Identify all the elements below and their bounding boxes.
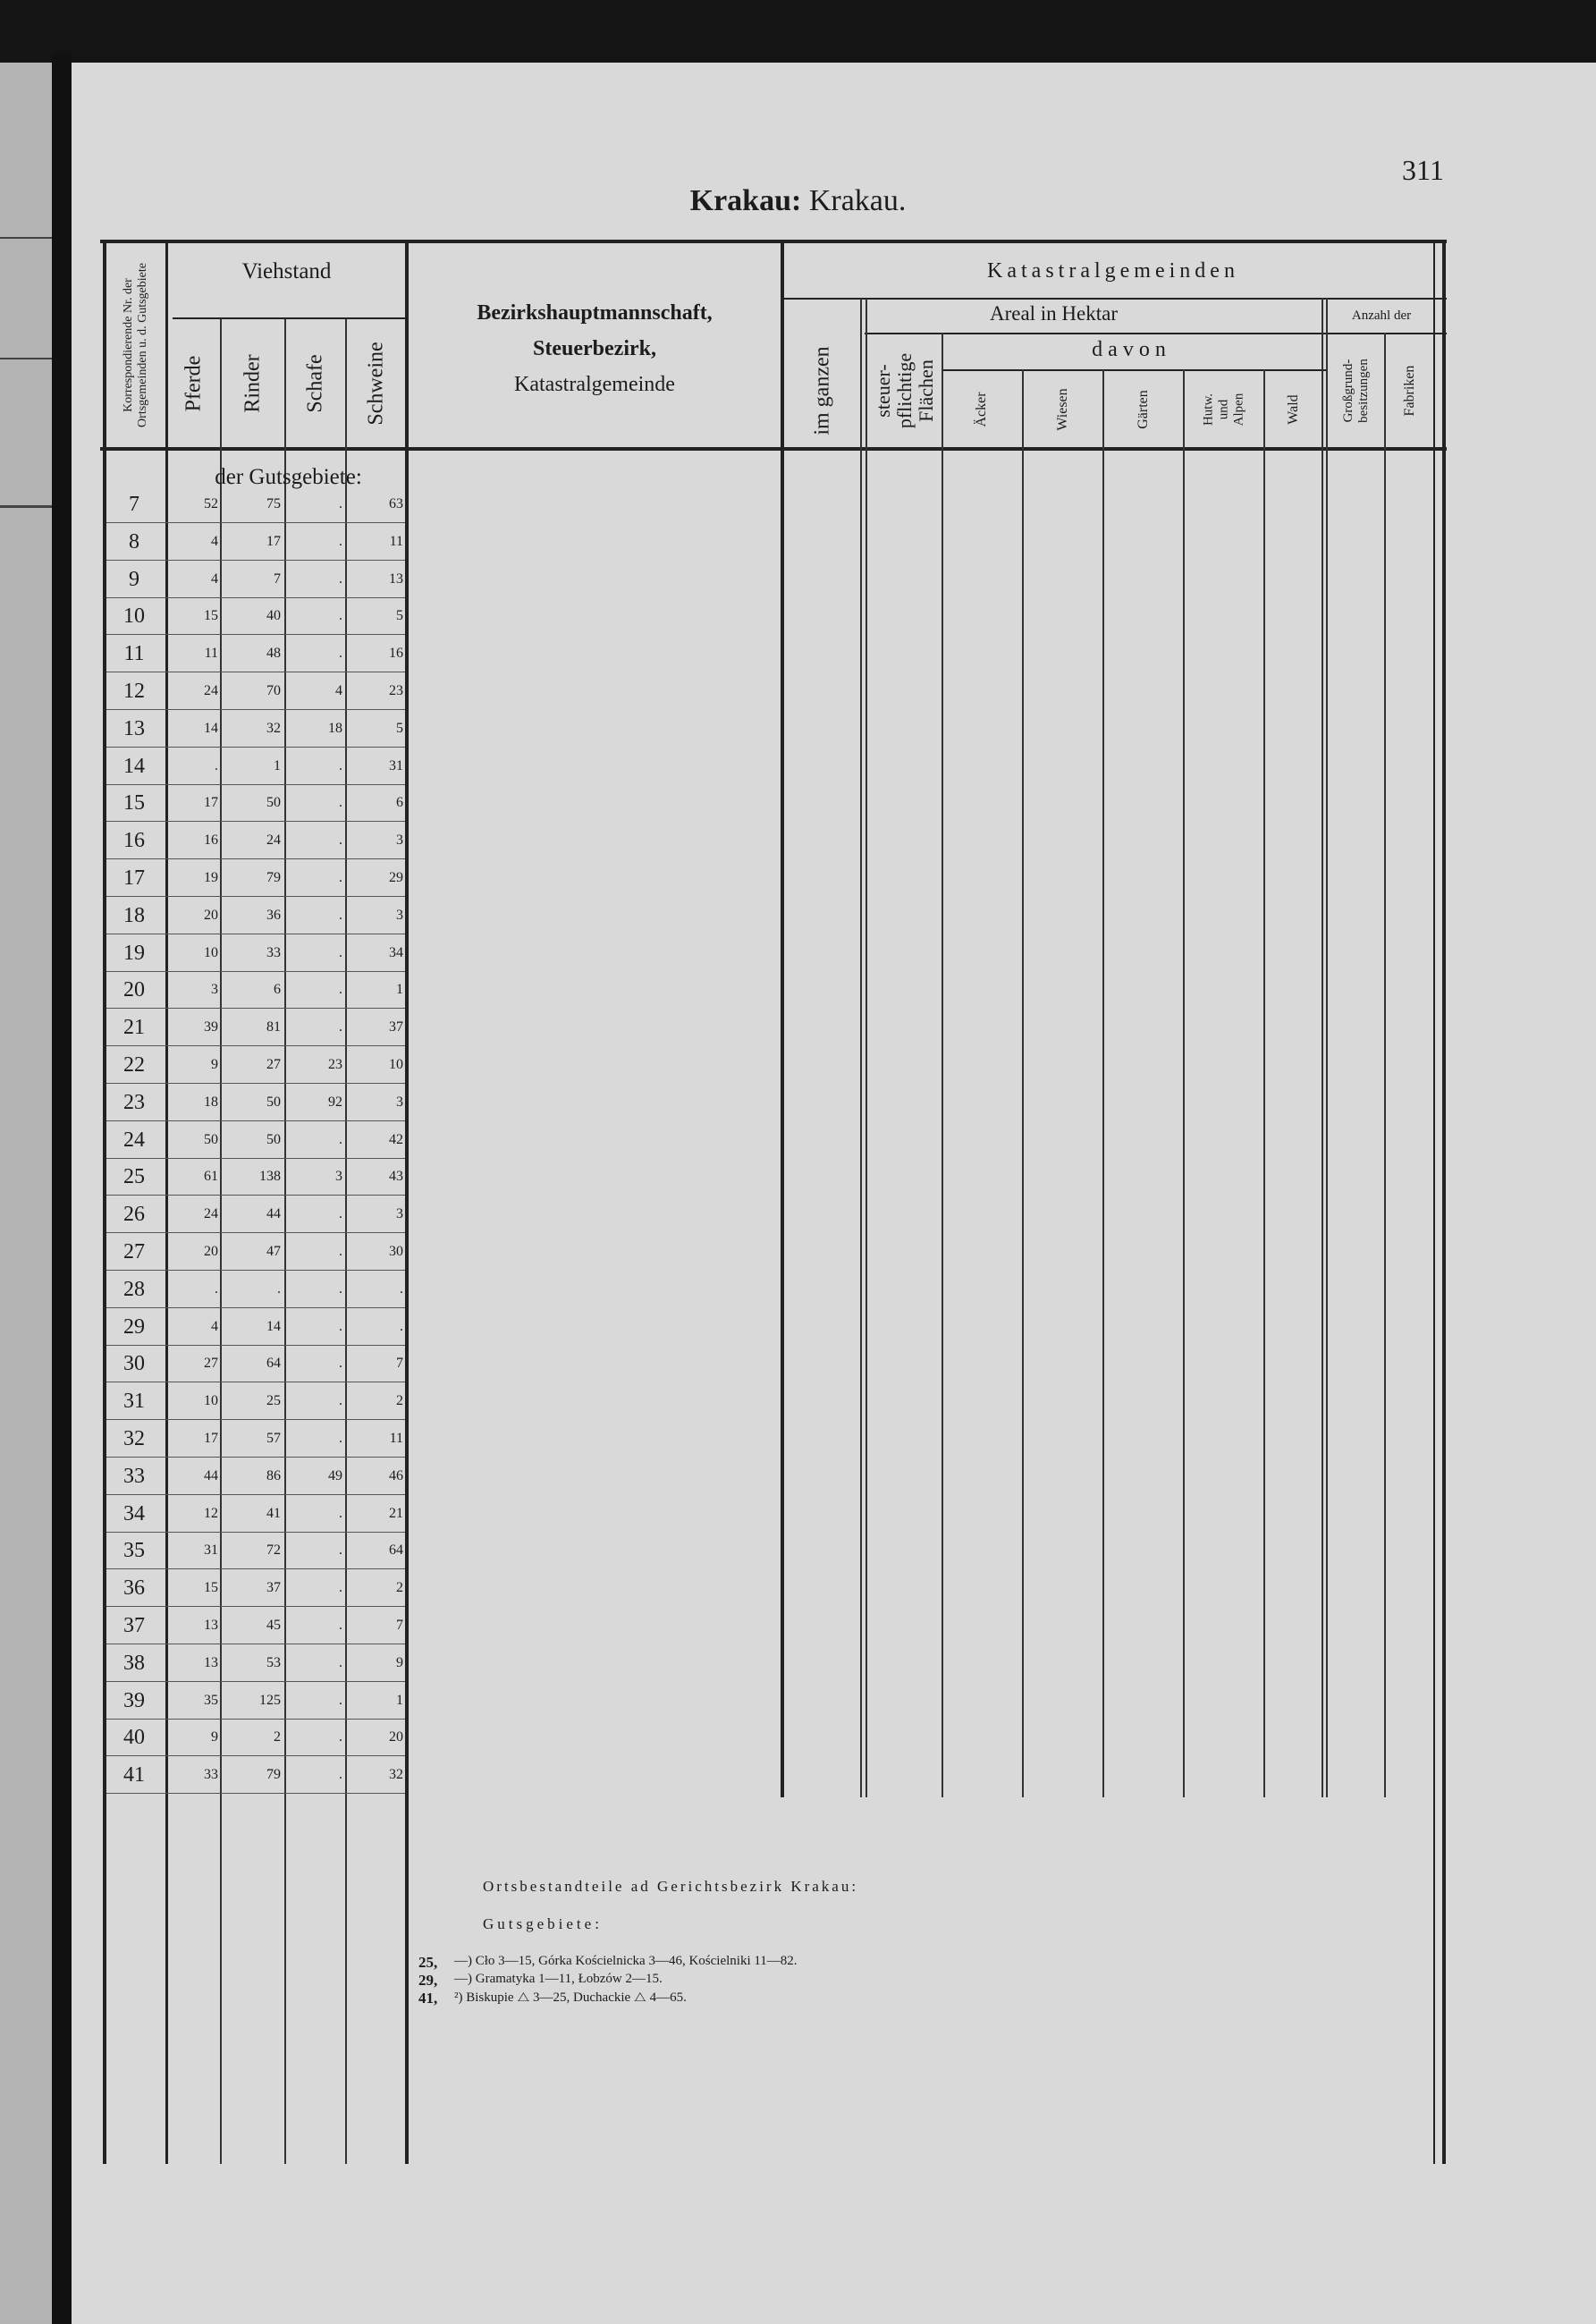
facing-page-edge	[0, 63, 52, 2324]
cell-schafe: .	[339, 944, 342, 960]
header-wald: Wald	[1285, 393, 1301, 425]
cell-schweine: 32	[389, 1767, 403, 1783]
cell-schweine: 42	[389, 1131, 403, 1147]
header-grossgrund: Großgrund- besitzungen	[1340, 359, 1371, 423]
cell-schweine: 2	[396, 1580, 403, 1596]
cell-schweine: 34	[389, 944, 403, 960]
cell-pferde: 17	[204, 795, 218, 811]
cell-rinder: 27	[266, 1057, 281, 1072]
footnote-number: 25,	[418, 1954, 438, 1971]
row-number: 17	[123, 866, 145, 890]
cell-schafe: .	[339, 795, 342, 811]
cell-schweine: 29	[389, 870, 403, 885]
cell-schafe: .	[339, 1692, 342, 1708]
cell-rinder: 7	[274, 570, 281, 587]
cell-pferde: 35	[204, 1692, 218, 1708]
footnote-text: ²) Biskupie ⧍ 3—25, Duchackie ⧍ 4—65.	[454, 1990, 687, 2005]
row-number: 27	[123, 1240, 145, 1263]
cell-schafe: .	[339, 982, 342, 998]
header-nr: Korrespondierende Nr. der Ortsgemeinden u. d. Gutsgebiete	[121, 263, 149, 427]
cell-schweine: 11	[389, 1431, 403, 1446]
cell-schweine: 5	[396, 608, 403, 624]
cell-schafe: .	[339, 1767, 342, 1783]
cell-rinder: 47	[266, 1244, 281, 1259]
cell-schafe: .	[339, 496, 342, 511]
cell-schweine: 6	[396, 795, 403, 811]
row-number: 40	[123, 1726, 145, 1750]
cell-rinder: 138	[259, 1169, 281, 1185]
cell-schafe: .	[339, 1729, 342, 1745]
cell-schafe: .	[339, 533, 342, 549]
cell-rinder: 25	[266, 1393, 281, 1409]
cell-pferde: 44	[204, 1467, 218, 1483]
cell-rinder: 50	[266, 1094, 281, 1110]
cell-schweine: 11	[389, 533, 403, 549]
cell-pferde: 14	[204, 720, 218, 736]
cell-rinder: 75	[266, 496, 281, 511]
cell-schweine: .	[400, 1318, 403, 1334]
cell-pferde: 50	[204, 1131, 218, 1147]
cell-schweine: 7	[396, 1618, 403, 1633]
row-number: 28	[123, 1277, 145, 1301]
header-aecker: Äcker	[974, 391, 989, 427]
cell-schweine: 9	[396, 1654, 403, 1670]
cell-rinder: 125	[259, 1692, 281, 1708]
cell-rinder: 36	[266, 907, 281, 923]
cell-schweine: 20	[389, 1729, 403, 1745]
cell-schweine: 46	[389, 1467, 403, 1483]
cell-pferde: 12	[204, 1505, 218, 1521]
cell-schweine: 23	[389, 683, 403, 698]
row-number: 29	[123, 1314, 145, 1339]
row-number: 37	[123, 1614, 145, 1637]
cell-rinder: 79	[266, 870, 281, 885]
cell-schafe: .	[339, 907, 342, 923]
cell-pferde: 33	[204, 1767, 218, 1783]
cell-rinder: 50	[266, 1131, 281, 1147]
cell-schweine: 3	[396, 1206, 403, 1222]
cell-pferde: 20	[204, 1244, 218, 1259]
cell-pferde: 3	[211, 982, 218, 998]
cell-schafe: .	[339, 1206, 342, 1222]
cell-rinder: 17	[266, 533, 281, 549]
cell-schafe: .	[339, 1356, 342, 1372]
header-hutweiden: Hutw. und Alpen	[1201, 393, 1246, 426]
cell-schafe: .	[339, 570, 342, 587]
header-bezirk: Bezirkshauptmannschaft, Steuerbezirk, Katastralgemeinde	[477, 301, 713, 396]
cell-rinder: 48	[266, 646, 281, 662]
cell-schafe: .	[339, 1654, 342, 1670]
cell-schafe: .	[339, 1618, 342, 1633]
header-fabriken: Fabriken	[1401, 365, 1417, 417]
title-bold: Krakau:	[689, 184, 802, 217]
footnote-text: —) Gramatyka 1—11, Łobzów 2—15.	[454, 1972, 663, 1986]
cell-rinder: 44	[266, 1206, 281, 1222]
cell-pferde: 31	[204, 1542, 218, 1559]
footnote-number: 29,	[418, 1972, 438, 1989]
book-spine	[52, 54, 72, 2324]
cell-schweine: 31	[389, 757, 403, 773]
cell-rinder: 70	[266, 683, 281, 698]
cell-rinder: 53	[266, 1654, 281, 1670]
cell-schweine: 37	[389, 1019, 403, 1035]
footnote-number: 41,	[418, 1990, 438, 2007]
cell-pferde: 27	[204, 1356, 218, 1372]
cell-schweine: 30	[389, 1244, 403, 1259]
cell-schafe: .	[339, 832, 342, 849]
cell-pferde: 4	[211, 1318, 218, 1334]
cell-pferde: 9	[211, 1057, 218, 1072]
row-number: 30	[123, 1352, 145, 1376]
row-number: 22	[123, 1053, 145, 1077]
cell-rinder: 14	[266, 1318, 281, 1334]
cell-schweine: 7	[396, 1356, 403, 1372]
row-number: 11	[123, 642, 145, 666]
cell-schweine: 64	[389, 1542, 403, 1559]
cell-schweine: 3	[396, 1094, 403, 1110]
cell-schafe: .	[339, 1244, 342, 1259]
header-katastral: Katastralgemeinden	[987, 259, 1239, 283]
cell-rinder: 1	[274, 757, 281, 773]
cell-rinder: 32	[266, 720, 281, 736]
cell-pferde: 9	[211, 1729, 218, 1745]
row-number: 32	[123, 1427, 145, 1450]
row-number: 15	[123, 791, 145, 816]
header-steuerpflichtige: steuer- pflichtige Flächen	[871, 352, 937, 429]
row-number: 12	[123, 680, 145, 703]
cell-schafe: .	[339, 1318, 342, 1334]
cell-pferde: 15	[204, 1580, 218, 1596]
cell-pferde: 17	[204, 1431, 218, 1446]
title-rest: Krakau.	[808, 184, 907, 217]
cell-schweine: 1	[396, 1692, 403, 1708]
cell-schafe: 23	[328, 1057, 342, 1072]
row-number: 36	[123, 1576, 145, 1601]
cell-schafe: .	[339, 1393, 342, 1409]
row-number: 34	[123, 1501, 145, 1525]
cell-rinder: 33	[266, 944, 281, 960]
cell-rinder: 24	[266, 832, 281, 849]
cell-schweine: 3	[396, 907, 403, 923]
scan-top-band	[0, 0, 1596, 67]
row-number: 25	[123, 1165, 145, 1189]
row-number: 39	[123, 1688, 145, 1712]
cell-schafe: 4	[335, 683, 342, 698]
cell-rinder: 37	[266, 1580, 281, 1596]
cell-schweine: .	[400, 1280, 403, 1297]
row-number: 13	[123, 716, 145, 740]
cell-rinder: 41	[266, 1505, 281, 1521]
cell-schafe: .	[339, 1580, 342, 1596]
cell-rinder: 72	[266, 1542, 281, 1559]
cell-pferde: 19	[204, 870, 218, 885]
cell-rinder: 2	[274, 1729, 281, 1745]
row-number: 35	[123, 1539, 145, 1563]
section-label: der Gutsgebiete:	[215, 465, 362, 489]
cell-schafe: 18	[328, 720, 342, 736]
cell-schafe: .	[339, 1019, 342, 1035]
cell-schafe: .	[339, 757, 342, 773]
cell-rinder: 6	[274, 982, 281, 998]
row-number: 16	[123, 829, 145, 853]
row-number: 10	[123, 604, 145, 629]
cell-pferde: 20	[204, 907, 218, 923]
row-number: 24	[123, 1128, 145, 1152]
cell-pferde: 10	[204, 944, 218, 960]
cell-schafe: .	[339, 1542, 342, 1559]
row-number: 33	[123, 1464, 145, 1488]
cell-schafe: .	[339, 1280, 342, 1297]
cell-rinder: 81	[266, 1019, 281, 1035]
cell-pferde: 18	[204, 1094, 218, 1110]
cell-pferde: 39	[204, 1019, 218, 1035]
cell-pferde: 13	[204, 1654, 218, 1670]
cell-schweine: 21	[389, 1505, 403, 1521]
row-number: 21	[123, 1016, 145, 1040]
header-areal: Areal in Hektar	[989, 302, 1119, 325]
row-rule	[106, 1793, 405, 1794]
cell-schweine: 10	[389, 1057, 403, 1072]
cell-rinder: 45	[266, 1618, 281, 1633]
row-number: 26	[123, 1203, 145, 1227]
row-number: 18	[123, 903, 145, 927]
cell-rinder: .	[277, 1280, 281, 1297]
footnote-heading: Ortsbestandteile ad Gerichtsbezirk Krakau:	[483, 1878, 859, 1895]
cell-pferde: .	[215, 757, 218, 773]
cell-schafe: .	[339, 608, 342, 624]
header-davon: davon	[1092, 338, 1171, 361]
row-number: 23	[123, 1090, 145, 1114]
cell-pferde: .	[215, 1280, 218, 1297]
page-number: 311	[1402, 154, 1444, 186]
cell-schweine: 43	[389, 1169, 403, 1185]
row-number: 9	[129, 567, 139, 591]
row-number: 38	[123, 1651, 145, 1675]
cell-pferde: 24	[204, 1206, 218, 1222]
page-title	[0, 184, 1596, 218]
header-viehstand: Viehstand	[241, 259, 332, 283]
cell-pferde: 13	[204, 1618, 218, 1633]
cell-schafe: 49	[328, 1467, 342, 1483]
cell-pferde: 15	[204, 608, 218, 624]
cell-schweine: 13	[389, 570, 403, 587]
cell-schafe: .	[339, 870, 342, 885]
row-number: 19	[123, 941, 145, 965]
header-rinder: Rinder	[241, 353, 265, 413]
cell-rinder: 40	[266, 608, 281, 624]
cell-schafe: .	[339, 646, 342, 662]
header-schafe: Schafe	[303, 353, 327, 413]
cell-schafe: .	[339, 1431, 342, 1446]
cell-pferde: 4	[211, 570, 218, 587]
cell-schafe: .	[339, 1505, 342, 1521]
cell-rinder: 50	[266, 795, 281, 811]
cell-pferde: 11	[204, 646, 218, 662]
header-anzahl: Anzahl der	[1351, 308, 1412, 323]
header-schweine: Schweine	[364, 341, 387, 426]
cell-schafe: 3	[335, 1169, 342, 1185]
cell-schweine: 63	[389, 496, 403, 511]
cell-rinder: 86	[266, 1467, 281, 1483]
cell-pferde: 16	[204, 832, 218, 849]
header-pferde: Pferde	[182, 355, 206, 411]
row-number: 7	[129, 493, 139, 516]
row-number: 31	[123, 1390, 145, 1414]
cell-schweine: 3	[396, 832, 403, 849]
cell-schweine: 1	[396, 982, 403, 998]
cell-rinder: 57	[266, 1431, 281, 1446]
cell-pferde: 4	[211, 533, 218, 549]
cell-pferde: 24	[204, 683, 218, 698]
row-number: 20	[123, 978, 145, 1002]
cell-schweine: 5	[396, 720, 403, 736]
cell-rinder: 64	[266, 1356, 281, 1372]
cell-pferde: 61	[204, 1169, 218, 1185]
header-gaerten: Gärten	[1136, 389, 1151, 429]
cell-schweine: 16	[389, 646, 403, 662]
footnote-subheading: Gutsgebiete:	[483, 1915, 603, 1932]
header-im-ganzen: im ganzen	[810, 346, 833, 435]
footnote-text: —) Cło 3—15, Górka Kościelnicka 3—46, Kościelniki 11—82.	[454, 1954, 798, 1968]
row-number: 41	[123, 1763, 145, 1787]
cell-pferde: 10	[204, 1393, 218, 1409]
cell-schafe: 92	[328, 1094, 342, 1110]
row-number: 8	[129, 529, 139, 554]
header-wiesen: Wiesen	[1055, 387, 1070, 431]
cell-rinder: 79	[266, 1767, 281, 1783]
cell-schweine: 2	[396, 1393, 403, 1409]
cell-schafe: .	[339, 1131, 342, 1147]
row-number: 14	[123, 754, 145, 778]
cell-pferde: 52	[204, 496, 218, 511]
